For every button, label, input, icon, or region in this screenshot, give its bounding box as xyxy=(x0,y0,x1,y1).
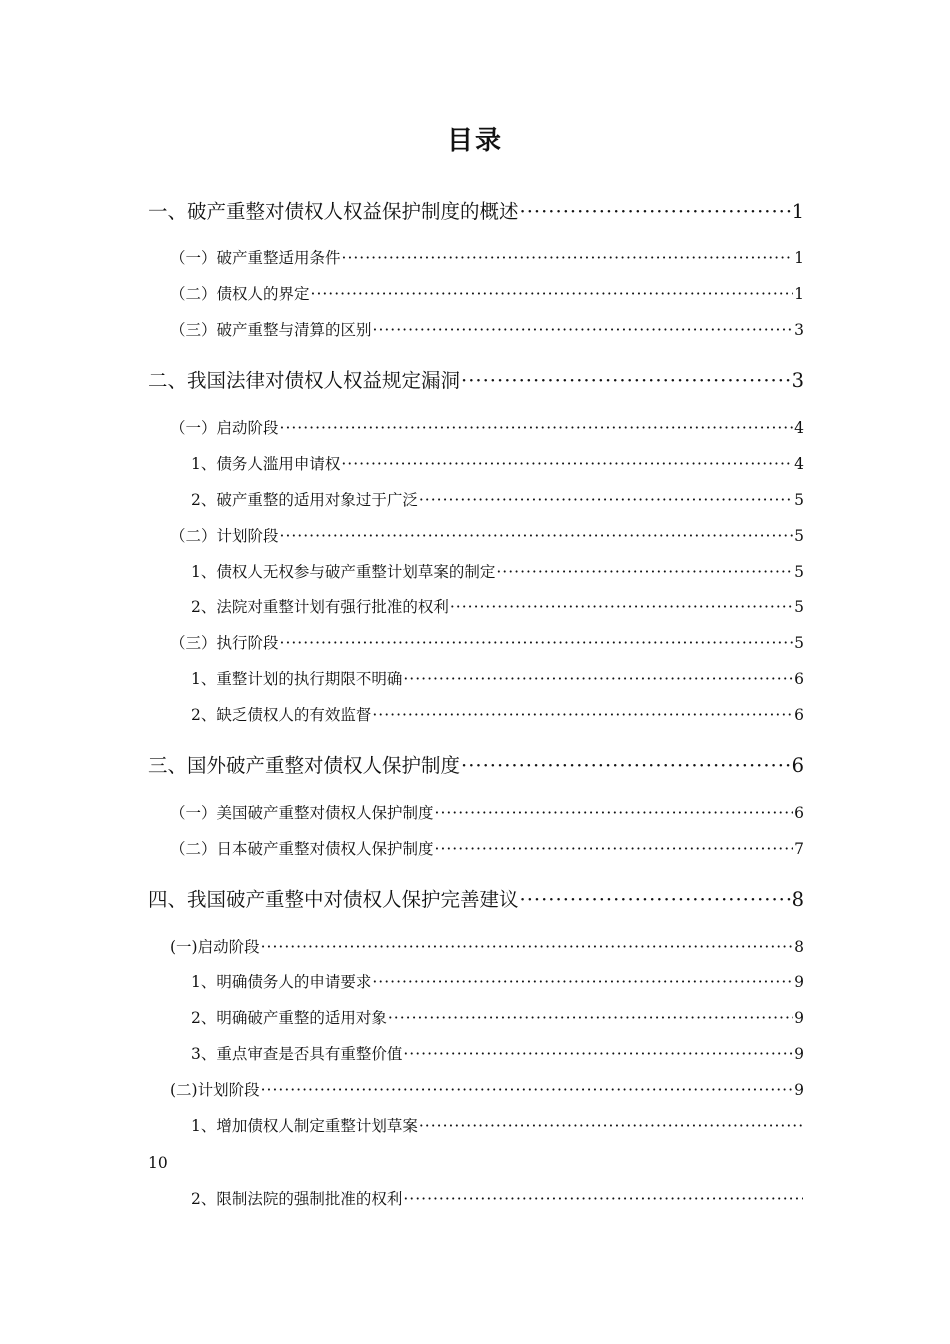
toc-entry-text: （三）破产重整与清算的区别 xyxy=(170,321,372,339)
toc-page-number: 3 xyxy=(794,321,804,339)
dot-leader xyxy=(403,1190,803,1208)
dot-leader xyxy=(280,527,794,545)
dot-leader xyxy=(403,670,793,688)
toc-page-number: 7 xyxy=(794,840,804,858)
toc-entry-4-1[interactable] xyxy=(170,935,804,957)
page-title: 目录 xyxy=(446,126,503,156)
toc-entry-1-1[interactable] xyxy=(170,246,804,268)
toc-page-number: 1 xyxy=(794,249,804,267)
toc-entry-text: 3、重点审查是否具有重整价值 xyxy=(191,1045,403,1063)
toc-page-number: 3 xyxy=(791,369,804,392)
toc-entry-4-2-2[interactable] xyxy=(191,1187,804,1209)
toc-page-number: 8 xyxy=(791,888,804,911)
dot-leader xyxy=(373,321,794,339)
toc-entry-text: （二）计划阶段 xyxy=(170,527,279,545)
dot-leader xyxy=(280,634,794,652)
toc-entry-text: 1、债务人滥用申请权 xyxy=(191,455,341,473)
toc-entry-text: 2、缺乏债权人的有效监督 xyxy=(191,706,372,724)
dot-leader xyxy=(461,369,791,392)
toc-entry-text: （三）执行阶段 xyxy=(170,634,279,652)
dot-leader xyxy=(280,419,794,437)
toc-entry-4-1-1[interactable] xyxy=(191,970,804,992)
toc-page-number: 9 xyxy=(794,1081,804,1099)
toc-entry-2-2-1[interactable] xyxy=(191,560,804,582)
toc-entry-text: 2、破产重整的适用对象过于广泛 xyxy=(191,491,418,509)
toc-entry-text: 2、法院对重整计划有强行批准的权利 xyxy=(191,598,449,616)
toc-entry-text: 1、明确债务人的申请要求 xyxy=(191,973,372,991)
toc-entry-2-1-1[interactable] xyxy=(191,452,804,474)
toc-page-number: 5 xyxy=(794,634,804,652)
toc-entry-2-3-2[interactable] xyxy=(191,703,804,725)
toc-entry-2-3-1[interactable] xyxy=(191,667,804,689)
toc-entry-text: 1、债权人无权参与破产重整计划草案的制定 xyxy=(191,563,496,581)
dot-leader xyxy=(403,1045,793,1063)
toc-page-number: 9 xyxy=(794,1045,804,1063)
dot-leader xyxy=(419,1117,803,1135)
toc-entry-4-2[interactable] xyxy=(170,1078,804,1100)
dot-leader xyxy=(341,455,793,473)
toc-entry-text: 2、明确破产重整的适用对象 xyxy=(191,1009,387,1027)
toc-entry-2-1-2[interactable] xyxy=(191,488,804,510)
toc-entry-2-1[interactable] xyxy=(170,416,804,438)
toc-entry-text: (二)计划阶段 xyxy=(170,1081,260,1099)
toc-page-number: 5 xyxy=(794,563,804,581)
toc-page-number: 9 xyxy=(794,1009,804,1027)
toc-page-number: 1 xyxy=(791,200,804,223)
toc-entry-text: (一)启动阶段 xyxy=(170,938,260,956)
toc-page-number: 5 xyxy=(794,527,804,545)
toc-entry-text: 一、破产重整对债权人权益保护制度的概述 xyxy=(148,200,519,223)
toc-page-number: 6 xyxy=(791,754,804,777)
dot-leader xyxy=(520,888,791,911)
toc-entry-1-2[interactable] xyxy=(170,282,804,304)
toc-page-number: 8 xyxy=(794,938,804,956)
toc-entry-3-1[interactable] xyxy=(170,801,804,823)
dot-leader xyxy=(372,706,793,724)
toc-entry-text: 三、国外破产重整对债权人保护制度 xyxy=(148,754,461,777)
toc-entry-4-2-1[interactable] xyxy=(191,1114,804,1136)
dot-leader xyxy=(461,754,791,777)
toc-page-number: 4 xyxy=(794,455,804,473)
dot-leader xyxy=(435,804,794,822)
dot-leader xyxy=(419,491,793,509)
toc-entry-text: （一）美国破产重整对债权人保护制度 xyxy=(170,804,434,822)
toc-entry-1-3[interactable] xyxy=(170,318,804,340)
toc-page-number: 1 xyxy=(794,285,804,303)
dot-leader xyxy=(520,200,791,223)
toc-entry-3[interactable] xyxy=(148,750,804,778)
toc-entry-text: 四、我国破产重整中对债权人保护完善建议 xyxy=(148,888,519,911)
dot-leader xyxy=(311,285,794,303)
toc-page-number: 6 xyxy=(794,804,804,822)
toc-entry-text: 1、增加债权人制定重整计划草案 xyxy=(191,1117,418,1135)
toc-entry-4-1-2[interactable] xyxy=(191,1006,804,1028)
toc-entry-text: （二）债权人的界定 xyxy=(170,285,310,303)
wrapped-page-number: 10 xyxy=(148,1154,168,1172)
dot-leader xyxy=(496,563,793,581)
dot-leader xyxy=(372,973,793,991)
dot-leader xyxy=(261,1081,794,1099)
toc-entry-3-2[interactable] xyxy=(170,837,804,859)
toc-entry-2[interactable] xyxy=(148,365,804,393)
dot-leader xyxy=(435,840,794,858)
toc-entry-text: （一）启动阶段 xyxy=(170,419,279,437)
toc-entry-text: （二）日本破产重整对债权人保护制度 xyxy=(170,840,434,858)
toc-entry-text: 1、重整计划的执行期限不明确 xyxy=(191,670,403,688)
dot-leader xyxy=(388,1009,793,1027)
toc-entry-4-1-3[interactable] xyxy=(191,1042,804,1064)
toc-page-number: 9 xyxy=(794,973,804,991)
dot-leader xyxy=(261,938,794,956)
toc-page-number: 6 xyxy=(794,670,804,688)
toc-page-number: 4 xyxy=(794,419,804,437)
toc-entry-text: 2、限制法院的强制批准的权利 xyxy=(191,1190,403,1208)
toc-entry-text: （一）破产重整适用条件 xyxy=(170,249,341,267)
toc-entry-2-2-2[interactable] xyxy=(191,595,804,617)
toc-entry-2-2[interactable] xyxy=(170,524,804,546)
dot-leader xyxy=(450,598,793,616)
toc-entry-text: 二、我国法律对债权人权益规定漏洞 xyxy=(148,369,461,392)
toc-page-number: 5 xyxy=(794,491,804,509)
toc-entry-4[interactable] xyxy=(148,884,804,912)
toc-page-number: 6 xyxy=(794,706,804,724)
dot-leader xyxy=(342,249,794,267)
toc-entry-2-3[interactable] xyxy=(170,631,804,653)
toc-page-number: 5 xyxy=(794,598,804,616)
toc-entry-1[interactable] xyxy=(148,196,804,224)
